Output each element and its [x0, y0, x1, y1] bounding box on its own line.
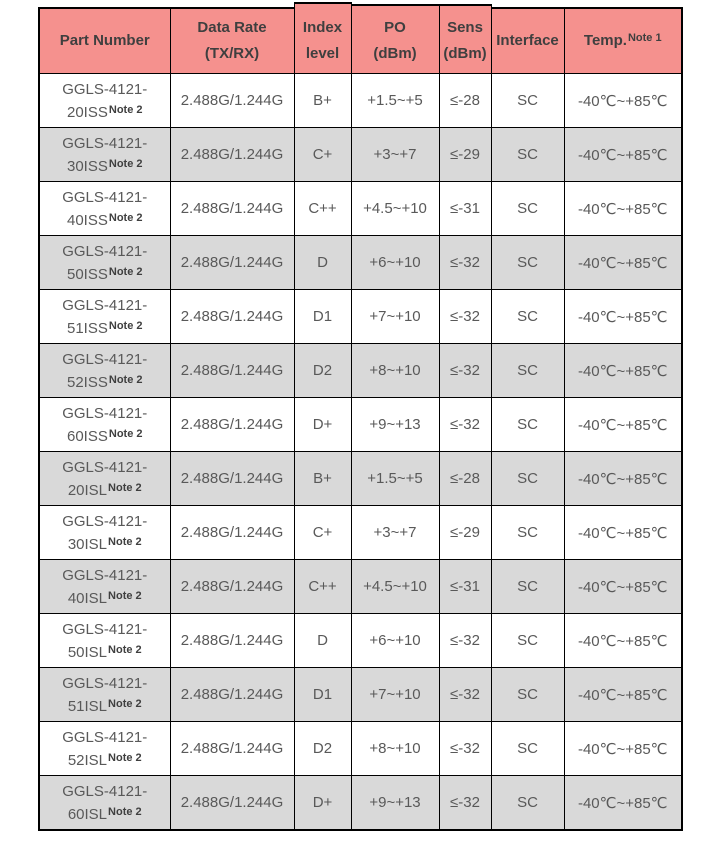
temp-cell: -40℃~+85℃: [564, 668, 682, 722]
part-number-suffix: 52ISL: [67, 751, 108, 769]
note-2-superscript: Note 2: [108, 805, 142, 818]
col-header-temp: [564, 8, 682, 74]
part-number-cell: [39, 560, 170, 614]
sens-cell: ≤-32: [439, 614, 491, 668]
interface-cell: SC: [491, 506, 564, 560]
part-number-suffix: 50ISS: [67, 265, 108, 283]
sens-cell: ≤-31: [439, 182, 491, 236]
table-row: [39, 182, 682, 236]
part-number-cell: [39, 128, 170, 182]
col-header-temp-label: Temp.: [583, 32, 627, 49]
col-header-part-number: [39, 8, 170, 74]
index-level-cell: D+: [294, 398, 351, 452]
note-2-superscript: Note 2: [108, 265, 143, 278]
sens-cell: ≤-32: [439, 290, 491, 344]
part-number-cell: [39, 344, 170, 398]
part-number-line1: GGLS-4121-: [62, 782, 148, 800]
temp-cell: -40℃~+85℃: [564, 182, 682, 236]
col-header-sens-line2: (dBm): [443, 45, 487, 62]
col-header-part-number-label: Part Number: [59, 32, 150, 49]
interface-cell: SC: [491, 398, 564, 452]
table-row: [39, 722, 682, 776]
part-number-line1: GGLS-4121-: [62, 404, 148, 422]
part-number-line2: [42, 101, 168, 124]
sens-cell: ≤-29: [439, 128, 491, 182]
part-number-line2: [42, 803, 168, 826]
temp-cell: -40℃~+85℃: [564, 128, 682, 182]
part-number-cell: [39, 506, 170, 560]
temp-cell: -40℃~+85℃: [564, 722, 682, 776]
interface-cell: SC: [491, 668, 564, 722]
part-number-cell: [39, 722, 170, 776]
part-number-cell: [39, 452, 170, 506]
part-number-line2: [42, 371, 168, 394]
interface-cell: SC: [491, 290, 564, 344]
data-rate-cell: 2.488G/1.244G: [170, 398, 294, 452]
sens-cell: ≤-32: [439, 722, 491, 776]
index-level-cell: B+: [294, 74, 351, 128]
data-rate-cell: 2.488G/1.244G: [170, 722, 294, 776]
part-number-suffix: 52ISS: [67, 373, 108, 391]
sens-cell: ≤-31: [439, 560, 491, 614]
part-number-cell: [39, 614, 170, 668]
sens-cell: ≤-28: [439, 452, 491, 506]
index-level-cell: D: [294, 614, 351, 668]
data-rate-cell: 2.488G/1.244G: [170, 182, 294, 236]
note-2-superscript: Note 2: [108, 373, 143, 386]
data-rate-cell: 2.488G/1.244G: [170, 560, 294, 614]
index-level-cell: C++: [294, 182, 351, 236]
part-number-line2: [42, 479, 168, 502]
part-number-suffix: 30ISS: [67, 157, 108, 175]
part-number-cell: [39, 776, 170, 831]
table-row: [39, 776, 682, 831]
po-cell: +6~+10: [351, 614, 439, 668]
temp-cell: -40℃~+85℃: [564, 776, 682, 831]
note-2-superscript: Note 2: [108, 751, 142, 764]
table-row: [39, 614, 682, 668]
note-2-superscript: Note 2: [108, 211, 143, 224]
sens-cell: ≤-32: [439, 344, 491, 398]
interface-cell: SC: [491, 182, 564, 236]
data-rate-cell: 2.488G/1.244G: [170, 128, 294, 182]
part-number-suffix: 20ISL: [67, 481, 108, 499]
col-header-data-rate: [170, 8, 294, 74]
po-cell: +3~+7: [351, 506, 439, 560]
header-row: [39, 8, 682, 74]
data-rate-cell: 2.488G/1.244G: [170, 614, 294, 668]
po-cell: +9~+13: [351, 398, 439, 452]
col-header-data-rate-line2: (TX/RX): [204, 45, 260, 62]
col-header-interface-label: Interface: [496, 32, 559, 49]
temp-cell: -40℃~+85℃: [564, 452, 682, 506]
part-number-line1: GGLS-4121-: [62, 620, 148, 638]
part-number-line2: [42, 749, 168, 772]
po-cell: +8~+10: [351, 722, 439, 776]
part-number-suffix: 40ISS: [67, 211, 108, 229]
part-number-line2: [42, 263, 168, 286]
table-row: [39, 398, 682, 452]
part-number-line2: [42, 317, 168, 340]
data-rate-cell: 2.488G/1.244G: [170, 668, 294, 722]
temp-cell: -40℃~+85℃: [564, 614, 682, 668]
note-2-superscript: Note 2: [108, 103, 143, 116]
part-number-line1: GGLS-4121-: [62, 728, 148, 746]
temp-cell: -40℃~+85℃: [564, 506, 682, 560]
part-number-line2: [42, 641, 168, 664]
part-number-cell: [39, 182, 170, 236]
table-row: [39, 290, 682, 344]
note-2-superscript: Note 2: [108, 481, 142, 494]
part-number-line1: GGLS-4121-: [62, 80, 148, 98]
sens-cell: ≤-32: [439, 776, 491, 831]
part-number-cell: [39, 290, 170, 344]
index-level-cell: D: [294, 236, 351, 290]
spec-table-body: [39, 74, 682, 831]
part-number-line2: [42, 695, 168, 718]
col-header-sens-line1: Sens: [447, 19, 483, 36]
note-2-superscript: Note 2: [108, 535, 142, 548]
table-row: [39, 74, 682, 128]
note-2-superscript: Note 2: [108, 427, 143, 440]
po-cell: +3~+7: [351, 128, 439, 182]
data-rate-cell: 2.488G/1.244G: [170, 344, 294, 398]
temp-cell: -40℃~+85℃: [564, 560, 682, 614]
table-row: [39, 560, 682, 614]
col-header-sens: [439, 8, 491, 74]
part-number-suffix: 60ISL: [67, 805, 108, 823]
part-number-line1: GGLS-4121-: [62, 134, 148, 152]
index-level-cell: D+: [294, 776, 351, 831]
index-level-cell: D1: [294, 290, 351, 344]
part-number-suffix: 30ISL: [67, 535, 108, 553]
part-number-line2: [42, 155, 168, 178]
po-cell: +1.5~+5: [351, 452, 439, 506]
interface-cell: SC: [491, 614, 564, 668]
sens-cell: ≤-32: [439, 398, 491, 452]
part-number-line1: GGLS-4121-: [62, 674, 148, 692]
col-header-interface: [491, 8, 564, 74]
interface-cell: SC: [491, 128, 564, 182]
note-2-superscript: Note 2: [108, 157, 143, 170]
part-number-line1: GGLS-4121-: [62, 296, 148, 314]
index-level-cell: C++: [294, 560, 351, 614]
index-level-cell: B+: [294, 452, 351, 506]
col-header-index-level: [294, 8, 351, 74]
po-cell: +6~+10: [351, 236, 439, 290]
part-number-line2: [42, 209, 168, 232]
interface-cell: SC: [491, 560, 564, 614]
interface-cell: SC: [491, 344, 564, 398]
part-number-cell: [39, 236, 170, 290]
data-rate-cell: 2.488G/1.244G: [170, 74, 294, 128]
part-number-line2: [42, 587, 168, 610]
part-number-line1: GGLS-4121-: [62, 566, 148, 584]
part-number-line1: GGLS-4121-: [62, 350, 148, 368]
part-number-suffix: 40ISL: [67, 589, 108, 607]
part-number-suffix: 60ISS: [67, 427, 108, 445]
part-number-line1: GGLS-4121-: [62, 512, 148, 530]
col-header-index-level-line1: Index: [302, 19, 343, 36]
note-2-superscript: Note 2: [108, 643, 142, 656]
part-number-suffix: 51ISL: [67, 697, 108, 715]
index-level-cell: D2: [294, 722, 351, 776]
index-level-cell: C+: [294, 128, 351, 182]
po-cell: +7~+10: [351, 668, 439, 722]
col-header-po-line1: PO: [384, 19, 406, 36]
temp-cell: -40℃~+85℃: [564, 290, 682, 344]
part-number-line1: GGLS-4121-: [62, 242, 148, 260]
temp-cell: -40℃~+85℃: [564, 74, 682, 128]
index-level-cell: D1: [294, 668, 351, 722]
note-1-superscript: Note 1: [627, 32, 662, 44]
interface-cell: SC: [491, 236, 564, 290]
data-rate-cell: 2.488G/1.244G: [170, 506, 294, 560]
part-number-cell: [39, 398, 170, 452]
po-cell: +4.5~+10: [351, 560, 439, 614]
part-number-line1: GGLS-4121-: [62, 188, 148, 206]
part-number-line1: GGLS-4121-: [62, 458, 148, 476]
part-number-cell: [39, 668, 170, 722]
sens-cell: ≤-29: [439, 506, 491, 560]
data-rate-cell: 2.488G/1.244G: [170, 776, 294, 831]
po-cell: +4.5~+10: [351, 182, 439, 236]
interface-cell: SC: [491, 452, 564, 506]
part-number-suffix: 50ISL: [67, 643, 108, 661]
spec-table-header: [39, 8, 682, 74]
data-rate-cell: 2.488G/1.244G: [170, 290, 294, 344]
temp-cell: -40℃~+85℃: [564, 398, 682, 452]
part-number-line2: [42, 533, 168, 556]
po-cell: +8~+10: [351, 344, 439, 398]
table-row: [39, 452, 682, 506]
spec-table: [38, 7, 683, 831]
note-2-superscript: Note 2: [108, 319, 143, 332]
data-rate-cell: 2.488G/1.244G: [170, 452, 294, 506]
col-header-data-rate-line1: Data Rate: [197, 19, 267, 36]
part-number-line2: [42, 425, 168, 448]
po-cell: +7~+10: [351, 290, 439, 344]
table-row: [39, 128, 682, 182]
note-2-superscript: Note 2: [108, 697, 142, 710]
index-level-cell: C+: [294, 506, 351, 560]
table-row: [39, 668, 682, 722]
part-number-cell: [39, 74, 170, 128]
note-2-superscript: Note 2: [108, 589, 142, 602]
col-header-po: [351, 8, 439, 74]
interface-cell: SC: [491, 722, 564, 776]
temp-cell: -40℃~+85℃: [564, 344, 682, 398]
sens-cell: ≤-32: [439, 236, 491, 290]
part-number-suffix: 20ISS: [67, 103, 108, 121]
col-header-po-line2: (dBm): [373, 45, 417, 62]
col-header-index-level-line2: level: [305, 45, 340, 62]
table-row: [39, 506, 682, 560]
table-row: [39, 344, 682, 398]
interface-cell: SC: [491, 776, 564, 831]
table-row: [39, 236, 682, 290]
temp-cell: -40℃~+85℃: [564, 236, 682, 290]
data-rate-cell: 2.488G/1.244G: [170, 236, 294, 290]
sens-cell: ≤-28: [439, 74, 491, 128]
po-cell: +1.5~+5: [351, 74, 439, 128]
part-number-suffix: 51ISS: [67, 319, 108, 337]
interface-cell: SC: [491, 74, 564, 128]
sens-cell: ≤-32: [439, 668, 491, 722]
index-level-cell: D2: [294, 344, 351, 398]
po-cell: +9~+13: [351, 776, 439, 831]
